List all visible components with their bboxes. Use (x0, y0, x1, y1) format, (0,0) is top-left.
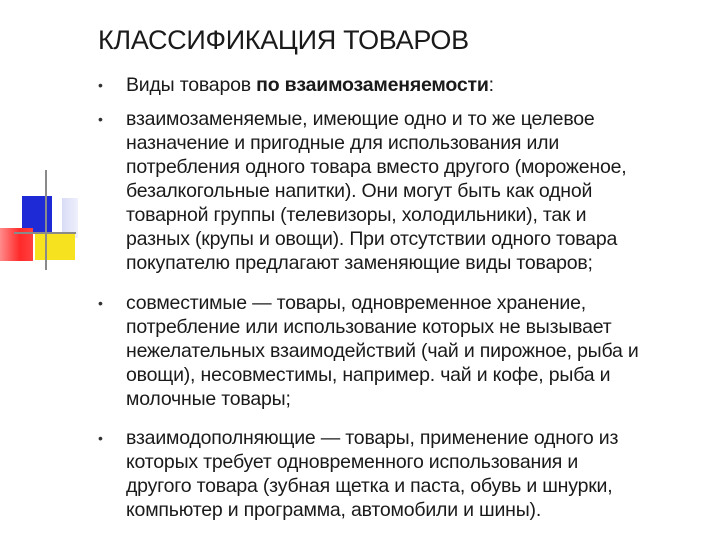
text-line: товарной группы (телевизоры, холодильники), так и (126, 204, 587, 226)
slide-title: КЛАССИФИКАЦИЯ ТОВАРОВ (98, 25, 469, 55)
text-line: безалкогольные напитки). Они могут быть как одной (126, 180, 593, 202)
bullet-item-compatible (98, 291, 703, 411)
text-line: нежелательных взаимодействий (чай и пирожное, рыба и (126, 340, 639, 362)
bullet-marker: • (98, 77, 103, 93)
text-line: назначение и пригодные для использования или (126, 132, 560, 154)
bullet-intro: Виды товаров (126, 74, 257, 96)
bullet-text (126, 73, 702, 97)
text-line: разных (крупы и овощи). При отсутствии одного товара (126, 228, 618, 250)
decor-yellow-rect (35, 232, 75, 260)
bullet-emphasis: по взаимозаменяемости (256, 74, 489, 96)
text-line: молочные товары; (126, 388, 291, 410)
bullet-marker: • (98, 111, 103, 127)
bullet-item-types (98, 73, 703, 97)
decor-vertical-line (45, 170, 47, 270)
bullet-item-complementary (98, 426, 703, 522)
text-line: которых требует одновременного использования и (126, 451, 579, 473)
bullet-item-interchangeable (98, 107, 703, 275)
decor-blue-square (22, 196, 52, 232)
text-line: потребление или использование которых не вызывает (126, 316, 612, 338)
bullet-text (126, 291, 702, 411)
decor-horizontal-line (14, 232, 76, 234)
bullet-marker: • (98, 295, 103, 311)
text-line: совместимые — товары, одновременное хранение, (126, 292, 586, 314)
bullet-text (126, 426, 702, 522)
text-line: компьютер и программа, автомобили и шины). (126, 499, 542, 521)
bullet-marker: • (98, 430, 103, 446)
text-line: взаимозаменяемые, имеющие одно и то же целевое (126, 108, 595, 130)
text-line: другого товара (зубная щетка и паста, обувь и шнурки, (126, 475, 613, 497)
bullet-suffix: : (488, 74, 494, 96)
text-line: овощи), несовместимы, например. чай и кофе, рыба и (126, 364, 611, 386)
bullet-text (126, 107, 702, 275)
text-line: взаимодополняющие — товары, применение одного из (126, 427, 619, 449)
text-line: покупателю предлагают заменяющие виды товаров; (126, 252, 593, 274)
text-line: потребления одного товара вместо другого (мороженое, (126, 156, 627, 178)
